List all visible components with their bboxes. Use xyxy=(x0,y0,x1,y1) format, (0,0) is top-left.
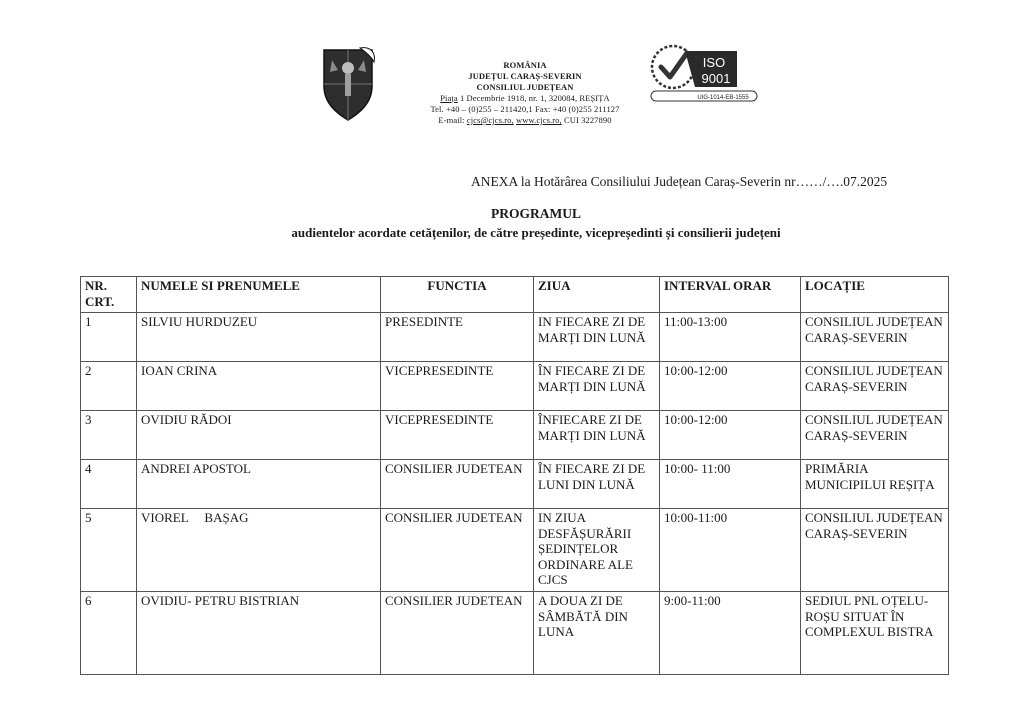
cell-name: VIOREL BAȘAG xyxy=(137,509,381,592)
cell-day: ÎN FIECARE ZI DE MARȚI DIN LUNĂ xyxy=(534,362,660,411)
cell-interval: 10:00-12:00 xyxy=(660,362,801,411)
email-prefix: E-mail: xyxy=(438,115,465,125)
letterhead-country: ROMÂNIA xyxy=(503,60,547,70)
table-row xyxy=(81,509,949,592)
cell-nr: 2 xyxy=(81,362,137,411)
iso-label: ISO xyxy=(702,55,726,70)
cell-interval: 10:00-12:00 xyxy=(660,411,801,460)
header-location: LOCAȚIE xyxy=(801,277,949,313)
audience-schedule-table xyxy=(80,276,949,675)
cell-interval: 11:00-13:00 xyxy=(660,313,801,362)
header-name: NUMELE SI PRENUMELE xyxy=(137,277,381,313)
cell-day: ÎNFIECARE ZI DE MARȚI DIN LUNĂ xyxy=(534,411,660,460)
letterhead-council: CONSILIUL JUDEȚEAN xyxy=(476,82,574,92)
header-day: ZIUA xyxy=(534,277,660,313)
cell-day: A DOUA ZI DE SÂMBĂTĂ DIN LUNA xyxy=(534,592,660,675)
cell-location: PRIMĂRIA MUNICIPILUI REȘIȚA xyxy=(801,460,949,509)
table-row xyxy=(81,313,949,362)
cell-day: ÎN FIECARE ZI DE LUNI DIN LUNĂ xyxy=(534,460,660,509)
letterhead-county: JUDEȚUL CARAȘ-SEVERIN xyxy=(468,71,582,81)
cell-location: SEDIUL PNL OȚELU-ROȘU SITUAT ÎN COMPLEXUL BISTRA xyxy=(801,592,949,675)
cui-number: CUI 3227890 xyxy=(563,115,612,125)
letterhead xyxy=(395,60,655,126)
email-link[interactable]: cjcs@cjcs.ro, xyxy=(466,115,514,125)
header-nr: NR. CRT. xyxy=(81,277,137,313)
cell-nr: 6 xyxy=(81,592,137,675)
cell-function: VICEPRESEDINTE xyxy=(381,411,534,460)
cell-nr: 1 xyxy=(81,313,137,362)
cell-function: CONSILIER JUDETEAN xyxy=(381,460,534,509)
cell-name: IOAN CRINA xyxy=(137,362,381,411)
cell-function: CONSILIER JUDETEAN xyxy=(381,592,534,675)
table-row xyxy=(81,592,949,675)
annex-reference: ANEXA la Hotărârea Consiliului Județean Caraș-Severin nr……/….07.2025 xyxy=(471,174,888,189)
iso-certificate-code: UIG-1014-EB-1555 xyxy=(697,95,749,101)
iso-number: 9001 xyxy=(701,71,731,86)
iso-certification-icon xyxy=(637,43,759,103)
cell-nr: 4 xyxy=(81,460,137,509)
header-function: FUNCTIA xyxy=(381,277,534,313)
header-interval: INTERVAL ORAR xyxy=(660,277,801,313)
cell-location: CONSILIUL JUDEȚEAN CARAȘ-SEVERIN xyxy=(801,362,949,411)
cell-name: OVIDIU RĂDOI xyxy=(137,411,381,460)
website-link[interactable]: www.cjcs.ro, xyxy=(515,115,562,125)
cell-interval: 9:00-11:00 xyxy=(660,592,801,675)
cell-interval: 10:00- 11:00 xyxy=(660,460,801,509)
address-rest: 1 Decembrie 1918, nr. 1, 320084, REȘIȚA xyxy=(459,93,610,103)
cell-function: VICEPRESEDINTE xyxy=(381,362,534,411)
letterhead-phone: Tel. +40 – (0)255 – 211420,1 Fax: +40 (0)255 211127 xyxy=(430,104,620,114)
county-coat-of-arms-icon xyxy=(318,46,378,122)
cell-name: SILVIU HURDUZEU xyxy=(137,313,381,362)
table-row xyxy=(81,362,949,411)
cell-day: IN ZIUA DESFĂȘURĂRII ȘEDINȚELOR ORDINARE ALE CJCS xyxy=(534,509,660,592)
table-row xyxy=(81,460,949,509)
cell-function: CONSILIER JUDETEAN xyxy=(381,509,534,592)
address-lead: Piața xyxy=(440,93,458,103)
cell-day: IN FIECARE ZI DE MARȚI DIN LUNĂ xyxy=(534,313,660,362)
table-header-row xyxy=(81,277,949,313)
cell-name: OVIDIU- PETRU BISTRIAN xyxy=(137,592,381,675)
letterhead-contact xyxy=(395,115,655,126)
document-subtitle: audientelor acordate cetățenilor, de către președinte, vicepreședinti și consilierii județeni xyxy=(291,225,781,240)
cell-function: PRESEDINTE xyxy=(381,313,534,362)
cell-nr: 3 xyxy=(81,411,137,460)
letterhead-address xyxy=(395,93,655,104)
cell-nr: 5 xyxy=(81,509,137,592)
cell-location: CONSILIUL JUDEȚEAN CARAȘ-SEVERIN xyxy=(801,411,949,460)
cell-interval: 10:00-11:00 xyxy=(660,509,801,592)
table-row xyxy=(81,411,949,460)
cell-location: CONSILIUL JUDEȚEAN CARAȘ-SEVERIN xyxy=(801,509,949,592)
cell-name: ANDREI APOSTOL xyxy=(137,460,381,509)
cell-location: CONSILIUL JUDEȚEAN CARAȘ-SEVERIN xyxy=(801,313,949,362)
document-title: PROGRAMUL xyxy=(491,206,581,221)
